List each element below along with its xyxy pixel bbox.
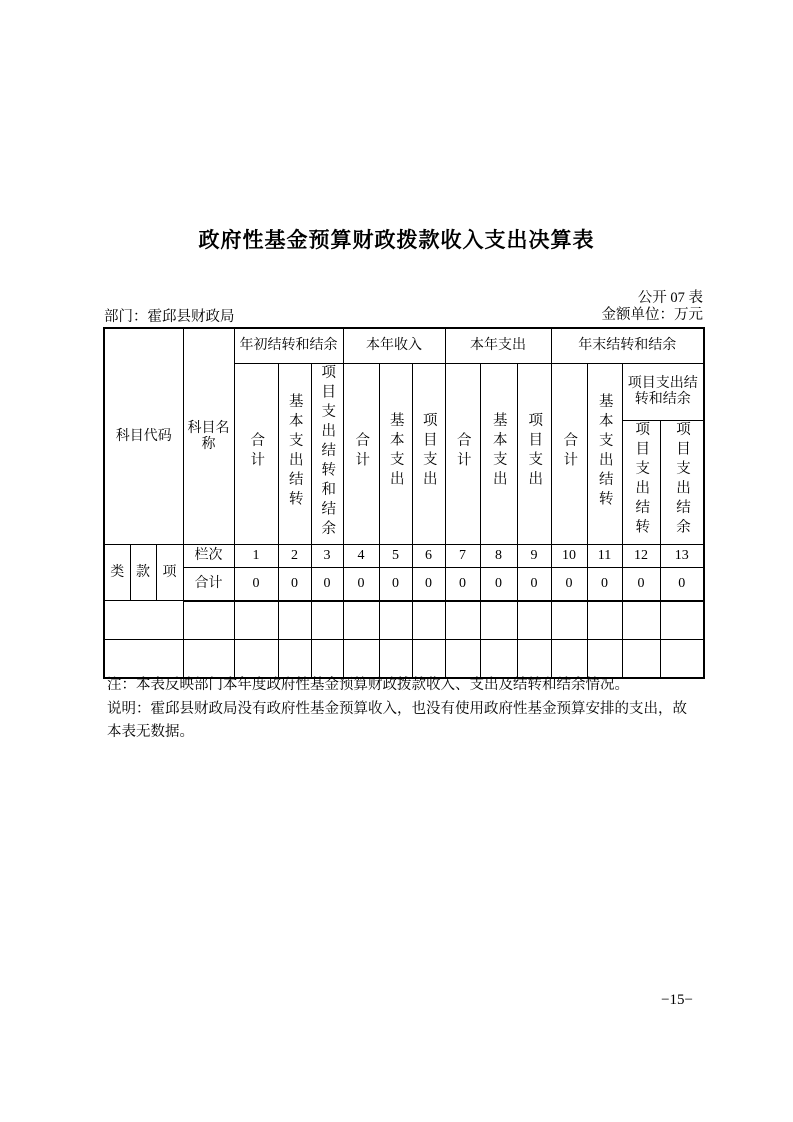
form-code: 公开 07 表 [637, 290, 703, 306]
empty-cell [587, 601, 622, 640]
empty-cell [480, 601, 517, 640]
column-header-6-label: 项目支出 [420, 412, 437, 491]
column-number-9: 9 [517, 545, 551, 568]
total-value-10: 0 [551, 568, 587, 601]
column-number-8: 8 [480, 545, 517, 568]
total-value-12: 0 [622, 568, 660, 601]
code-part-item-cell: 项 [156, 545, 183, 601]
fiscal-table [103, 327, 705, 679]
column-number-13: 13 [660, 545, 704, 568]
total-value-2: 0 [278, 568, 311, 601]
empty-cell [587, 640, 622, 678]
empty-cell [445, 601, 480, 640]
empty-cell [551, 601, 587, 640]
column-header-5 [379, 363, 412, 545]
column-header-1-label: 合计 [248, 431, 265, 471]
column-header-13-label: 项目支出结余 [674, 421, 691, 539]
empty-name-cell [183, 601, 234, 640]
column-header-13 [660, 420, 704, 544]
column-number-1: 1 [234, 545, 278, 568]
meta-right-block [602, 290, 704, 324]
empty-code-cell [104, 640, 183, 678]
empty-cell [445, 640, 480, 678]
total-value-11: 0 [587, 568, 622, 601]
column-header-11-label: 基本支出结转 [596, 392, 613, 510]
column-number-4: 4 [343, 545, 379, 568]
column-number-3: 3 [311, 545, 343, 568]
empty-cell [278, 601, 311, 640]
empty-cell [412, 601, 445, 640]
empty-cell [480, 640, 517, 678]
total-value-13: 0 [660, 568, 704, 601]
column-header-9 [517, 363, 551, 545]
column-number-12: 12 [622, 545, 660, 568]
column-number-10: 10 [551, 545, 587, 568]
empty-cell [234, 601, 278, 640]
column-header-4 [343, 363, 379, 545]
total-value-3: 0 [311, 568, 343, 601]
group-header-begin-balance: 年初结转和结余 [234, 328, 343, 363]
column-header-3 [311, 363, 343, 545]
column-header-8 [480, 363, 517, 545]
name-header-cell: 科目名称 [183, 328, 234, 545]
lanci-label-cell: 栏次 [183, 545, 234, 568]
group-header-end-balance: 年末结转和结余 [551, 328, 704, 363]
column-header-10-label: 合计 [561, 431, 578, 471]
total-value-5: 0 [379, 568, 412, 601]
column-header-3-label: 项目支出结转和结余 [319, 363, 336, 539]
group-header-year-income: 本年收入 [343, 328, 445, 363]
empty-cell [517, 601, 551, 640]
department-label: 部门：霍邱县财政局 [104, 309, 235, 325]
empty-name-cell [183, 640, 234, 678]
column-header-1 [234, 363, 278, 545]
empty-code-cell [104, 601, 183, 640]
column-header-6 [412, 363, 445, 545]
column-number-2: 2 [278, 545, 311, 568]
empty-cell [379, 601, 412, 640]
column-header-8-label: 基本支出 [490, 412, 507, 491]
total-value-9: 0 [517, 568, 551, 601]
total-value-6: 0 [412, 568, 445, 601]
empty-cell [343, 601, 379, 640]
column-header-11 [587, 363, 622, 545]
empty-cell [660, 601, 704, 640]
column-header-2-label: 基本支出结转 [286, 392, 303, 510]
empty-cell [660, 640, 704, 678]
code-part-class-cell: 类 [104, 545, 130, 601]
note-line-1: 注：本表反映部门本年度政府性基金预算财政拨款收入、支出及结转和结余情况。 [107, 677, 629, 693]
total-value-7: 0 [445, 568, 480, 601]
column-header-12 [622, 420, 660, 544]
column-header-4-label: 合计 [353, 431, 370, 471]
column-number-11: 11 [587, 545, 622, 568]
column-number-7: 7 [445, 545, 480, 568]
subgroup-header-project-balance: 项目支出结转和结余 [622, 363, 704, 420]
column-header-7-label: 合计 [454, 431, 471, 471]
total-label-cell: 合计 [183, 568, 234, 601]
note-line-2: 说明：霍邱县财政局没有政府性基金预算收入，也没有使用政府性基金预算安排的支出，故本表无数据。 [107, 700, 687, 740]
empty-cell [379, 640, 412, 678]
empty-cell [234, 640, 278, 678]
column-number-6: 6 [412, 545, 445, 568]
column-header-9-label: 项目支出 [526, 412, 543, 491]
empty-cell [311, 601, 343, 640]
empty-cell [517, 640, 551, 678]
column-header-12-label: 项目支出结转 [633, 421, 650, 539]
page-title: 政府性基金预算财政拨款收入支出决算表 [198, 229, 595, 252]
empty-cell [551, 640, 587, 678]
column-header-10 [551, 363, 587, 545]
column-header-2 [278, 363, 311, 545]
unit-label: 金额单位：万元 [601, 307, 703, 323]
empty-cell [278, 640, 311, 678]
empty-cell [343, 640, 379, 678]
column-number-5: 5 [379, 545, 412, 568]
column-header-7 [445, 363, 480, 545]
empty-cell [412, 640, 445, 678]
page-number: −15− [661, 992, 693, 1008]
empty-cell [622, 640, 660, 678]
code-part-section-cell: 款 [130, 545, 156, 601]
footnotes-block [107, 674, 697, 745]
empty-cell [622, 601, 660, 640]
total-value-4: 0 [343, 568, 379, 601]
group-header-year-expense: 本年支出 [445, 328, 551, 363]
empty-cell [311, 640, 343, 678]
code-header-cell: 科目代码 [104, 328, 183, 545]
total-value-8: 0 [480, 568, 517, 601]
column-header-5-label: 基本支出 [387, 412, 404, 491]
total-value-1: 0 [234, 568, 278, 601]
